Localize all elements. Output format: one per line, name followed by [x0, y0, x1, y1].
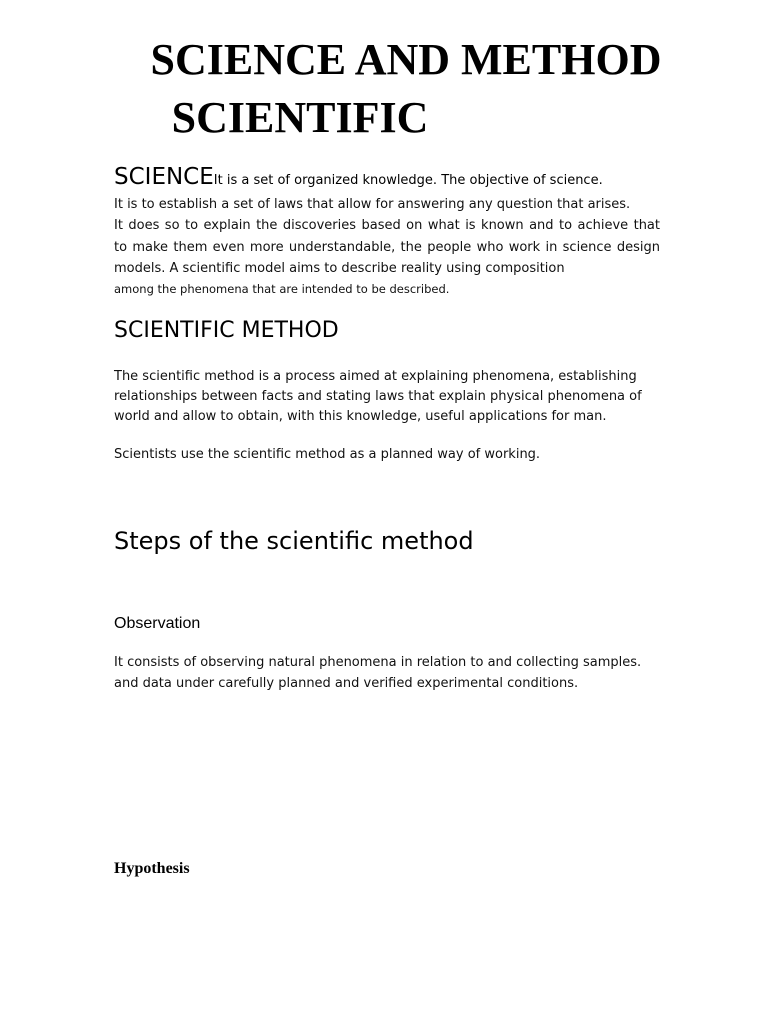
- method-paragraph-line-3: world and allow to obtain, with this knowledge, useful applications for man.: [114, 409, 607, 424]
- observation-line-2: and data under carefully planned and verified experimental conditions.: [114, 676, 579, 691]
- scientific-method-heading: SCIENTIFIC METHOD: [114, 318, 339, 343]
- hypothesis-heading: Hypothesis: [114, 860, 190, 877]
- science-line-1: It is a set of organized knowledge. The objective of science.: [213, 173, 603, 188]
- method-paragraph-line-2: relationships between facts and stating laws that explain physical phenomena of: [114, 389, 642, 404]
- steps-heading: Steps of the scientific method: [114, 527, 474, 555]
- document-title-line-2: SCIENTIFIC: [171, 93, 429, 142]
- method-paragraph-2: Scientists use the scientific method as a planned way of working.: [114, 447, 541, 462]
- science-line-6: among the phenomena that are intended to be described.: [114, 282, 450, 296]
- science-intro-line: [114, 164, 603, 190]
- observation-heading: Observation: [114, 615, 201, 632]
- method-paragraph-line-1: The scientific method is a process aimed at explaining phenomena, establishing: [114, 369, 637, 384]
- science-line-5: models. A scientific model aims to describe reality using composition: [114, 261, 565, 276]
- science-line-2: It is to establish a set of laws that allow for answering any question that arises.: [114, 197, 631, 212]
- science-line-3: It does so to explain the discoveries based on what is known and to achieve that: [114, 218, 660, 233]
- document-title-line-1: SCIENCE AND METHOD: [150, 35, 662, 84]
- science-heading: SCIENCE: [114, 164, 214, 190]
- science-line-4: to make them even more understandable, the people who work in science design: [114, 240, 660, 255]
- observation-line-1: It consists of observing natural phenomena in relation to and collecting samples.: [114, 655, 642, 670]
